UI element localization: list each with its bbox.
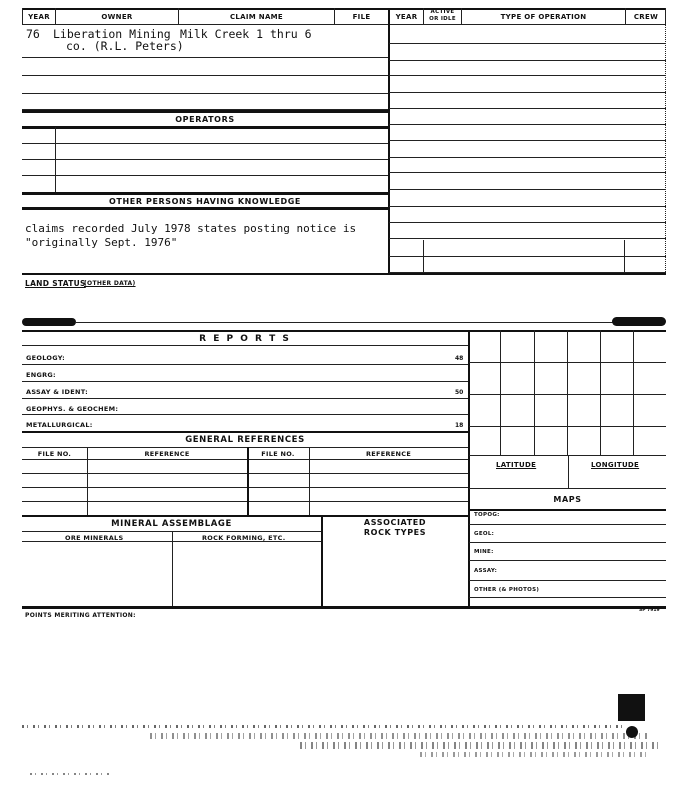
maps-title: MAPS xyxy=(553,495,582,504)
reports-num-metallurgical: 18 xyxy=(455,422,464,429)
col-header-year: YEAR xyxy=(28,13,50,21)
col-header-type-of-operation: TYPE OF OPERATION xyxy=(500,13,587,21)
other-persons-title: OTHER PERSONS HAVING KNOWLEDGE xyxy=(109,197,301,206)
col-header-or-idle: OR IDLE xyxy=(429,16,456,22)
gen-ref-header-reference-2: REFERENCE xyxy=(365,450,412,458)
maps-topog: TOPOG: xyxy=(474,512,500,518)
other-persons-note-line2: "originally Sept. 1976" xyxy=(25,236,178,249)
gen-ref-header-file-no-2: FILE NO. xyxy=(261,450,295,458)
longitude-label: LONGITUDE xyxy=(591,461,640,469)
form-code: SP 7919 xyxy=(639,608,660,613)
col-header-active: ACTIVE xyxy=(430,9,455,15)
reports-label-engrg: ENGRG: xyxy=(26,371,56,379)
associated-rock-types-line1: ASSOCIATED xyxy=(363,518,427,527)
reports-num-geology: 48 xyxy=(455,355,464,362)
col-header-crew: CREW xyxy=(633,13,659,21)
reports-num-assay: 50 xyxy=(455,389,464,396)
scan-dot-mark xyxy=(626,726,638,738)
entry-year: 76 xyxy=(26,27,40,41)
reports-label-metallurgical: METALLURGICAL: xyxy=(26,421,93,429)
ore-minerals-header: ORE MINERALS xyxy=(65,534,124,542)
col-header-file: FILE xyxy=(352,13,371,21)
reports-label-assay: ASSAY & IDENT: xyxy=(26,388,88,396)
scan-blob-right xyxy=(612,317,666,326)
associated-rock-types-line2: ROCK TYPES xyxy=(363,528,427,537)
gen-ref-header-file-no-1: FILE NO. xyxy=(37,450,72,458)
entry-claim-name: Milk Creek 1 thru 6 xyxy=(180,27,312,41)
gen-ref-header-reference-1: REFERENCE xyxy=(144,450,190,458)
reports-label-geophys: GEOPHYS. & GEOCHEM: xyxy=(26,405,119,413)
land-status-sub: (OTHER DATA) xyxy=(84,280,136,287)
entry-owner-line2: co. (R.L. Peters) xyxy=(66,39,184,53)
entry-owner-line1: Liberation Mining xyxy=(53,27,171,41)
reports-title: R E P O R T S xyxy=(199,334,291,344)
reports-label-geology: GEOLOGY: xyxy=(26,354,66,362)
col-header-year-2: YEAR xyxy=(395,13,418,21)
land-status-label: LAND STATUS xyxy=(25,279,86,288)
scan-square-mark xyxy=(618,694,645,721)
maps-other: OTHER (& PHOTOS) xyxy=(474,587,540,593)
mineral-assemblage-title: MINERAL ASSEMBLAGE xyxy=(111,519,232,529)
general-references-title: GENERAL REFERENCES xyxy=(185,435,305,445)
other-persons-note-line1: claims recorded July 1978 states posting notice is xyxy=(25,222,357,235)
latitude-label: LATITUDE xyxy=(496,461,537,469)
maps-mine: MINE: xyxy=(474,549,494,555)
col-header-claim-name: CLAIM NAME xyxy=(229,13,284,21)
col-header-owner: OWNER xyxy=(101,13,133,21)
scan-blob-left xyxy=(22,318,76,326)
operators-title: OPERATORS xyxy=(175,115,235,124)
maps-geol: GEOL: xyxy=(474,531,495,537)
points-meriting-attention: POINTS MERITING ATTENTION: xyxy=(25,612,136,619)
rock-forming-header: ROCK FORMING, ETC. xyxy=(202,534,286,542)
maps-assay: ASSAY: xyxy=(474,568,498,574)
